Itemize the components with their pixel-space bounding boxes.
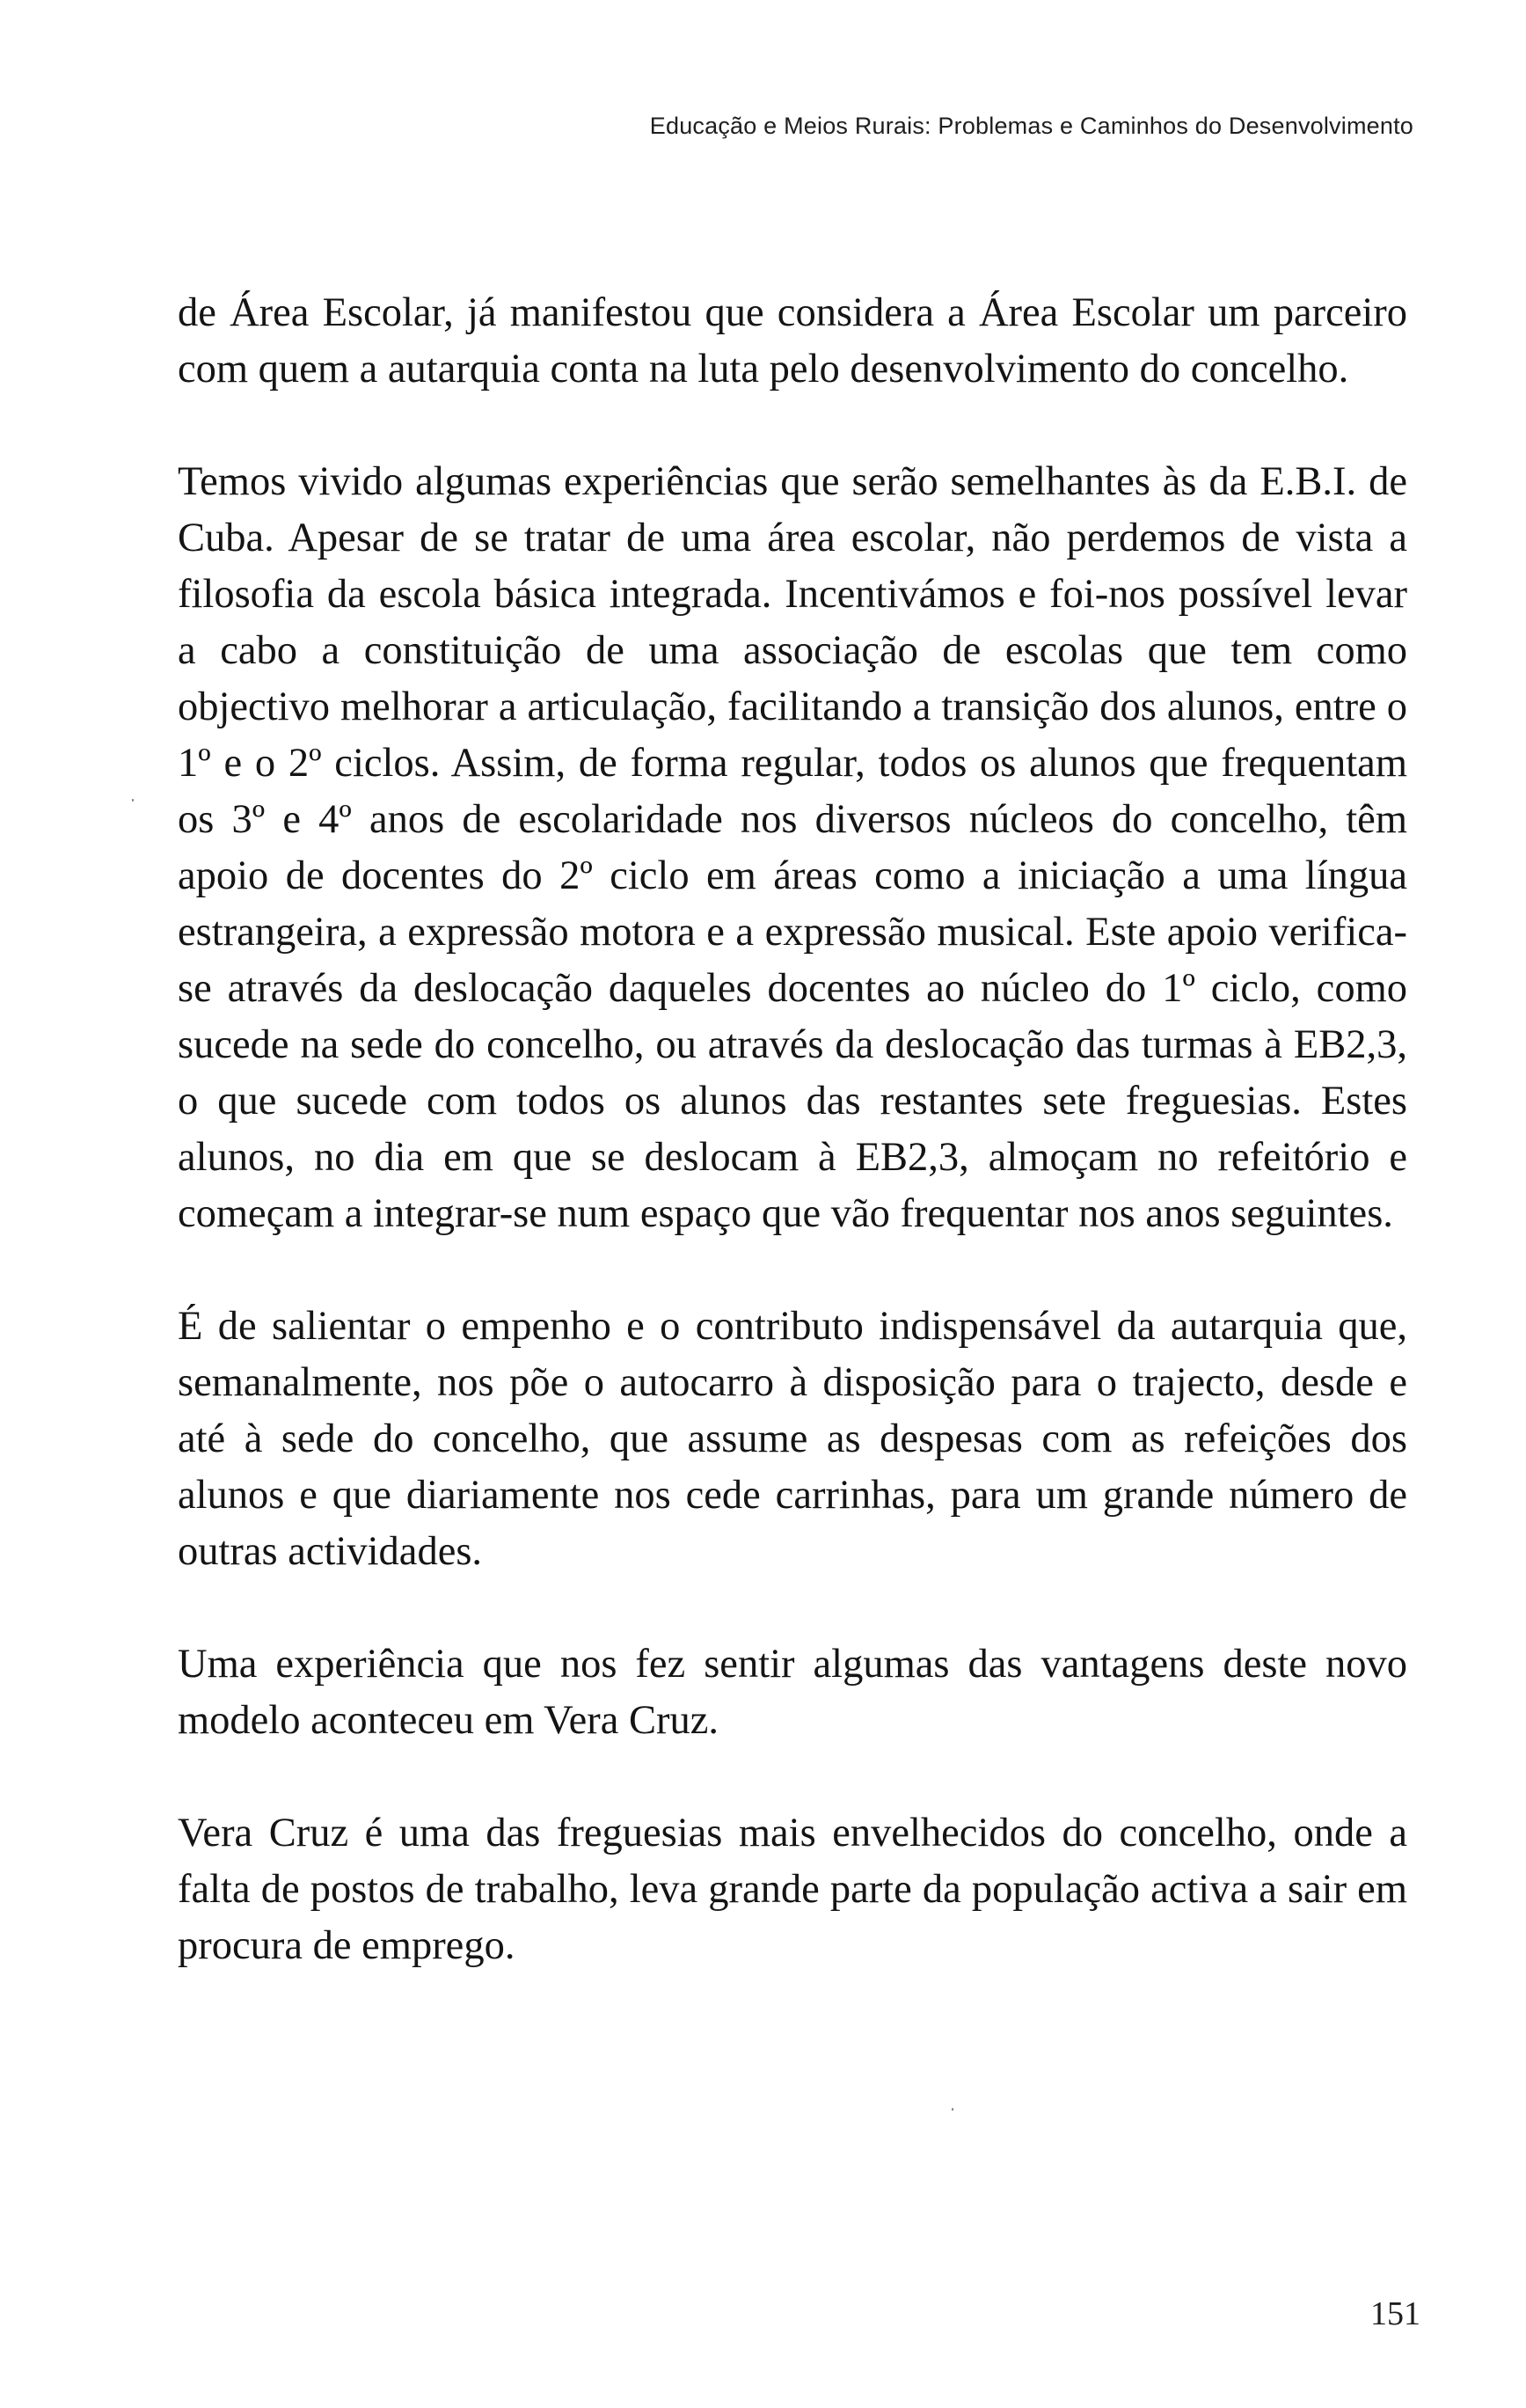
scan-speck (132, 799, 134, 801)
paragraph: Temos vivido algumas experiências que serão semelhantes às da E.B.I. de Cuba. Apesar de se tratar de uma área escolar, não perdemos de vista a filosofia da escola básica integrada. Incentivámos e foi-nos possível levar a cabo a constituição de uma associação de escolas que tem como objectivo melhorar a articulação, facilitando a transição dos alunos, entre o 1º e o 2º ciclos. Assim, de forma regular, todos os alunos que frequentam os 3º e 4º anos de escolaridade nos diversos núcleos do concelho, têm apoio de docentes do 2º ciclo em áreas como a iniciação a uma língua estrangeira, a expressão motora e a expressão musical. Este apoio verifica-se através da deslocação daqueles docentes ao núcleo do 1º ciclo, como sucede na sede do concelho, ou através da deslocação das turmas à EB2,3, o que sucede com todos os alunos das restantes sete freguesias. Estes alunos, no dia em que se deslocam à EB2,3, almoçam no refeitório e começam a integrar-se num espaço que vão frequentar nos anos seguintes. (178, 459, 1407, 1236)
body-text (178, 285, 1407, 1974)
paragraph: É de salientar o empenho e o contributo indispensável da autarquia que, semanalmente, nos põe o autocarro à disposição para o trajecto, desde e até à sede do concelho, que assume as despesas com as refeições dos alunos e que diariamente nos cede carrinhas, para um grande número de outras actividades. (178, 1304, 1407, 1574)
page-number: 151 (1370, 2295, 1420, 2332)
paragraph: Vera Cruz é uma das freguesias mais envelhecidos do concelho, onde a falta de postos de trabalho, leva grande parte da população activa a sair em procura de emprego. (178, 1811, 1407, 1968)
paragraph: de Área Escolar, já manifestou que considera a Área Escolar um parceiro com quem a autarquia conta na luta pelo desenvolvimento do concelho. (178, 290, 1407, 392)
paragraph: Uma experiência que nos fez sentir algumas das vantagens deste novo modelo aconteceu em Vera Cruz. (178, 1642, 1407, 1743)
running-header: Educação e Meios Rurais: Problemas e Caminhos do Desenvolvimento (649, 113, 1413, 139)
scan-speck (952, 2108, 953, 2111)
